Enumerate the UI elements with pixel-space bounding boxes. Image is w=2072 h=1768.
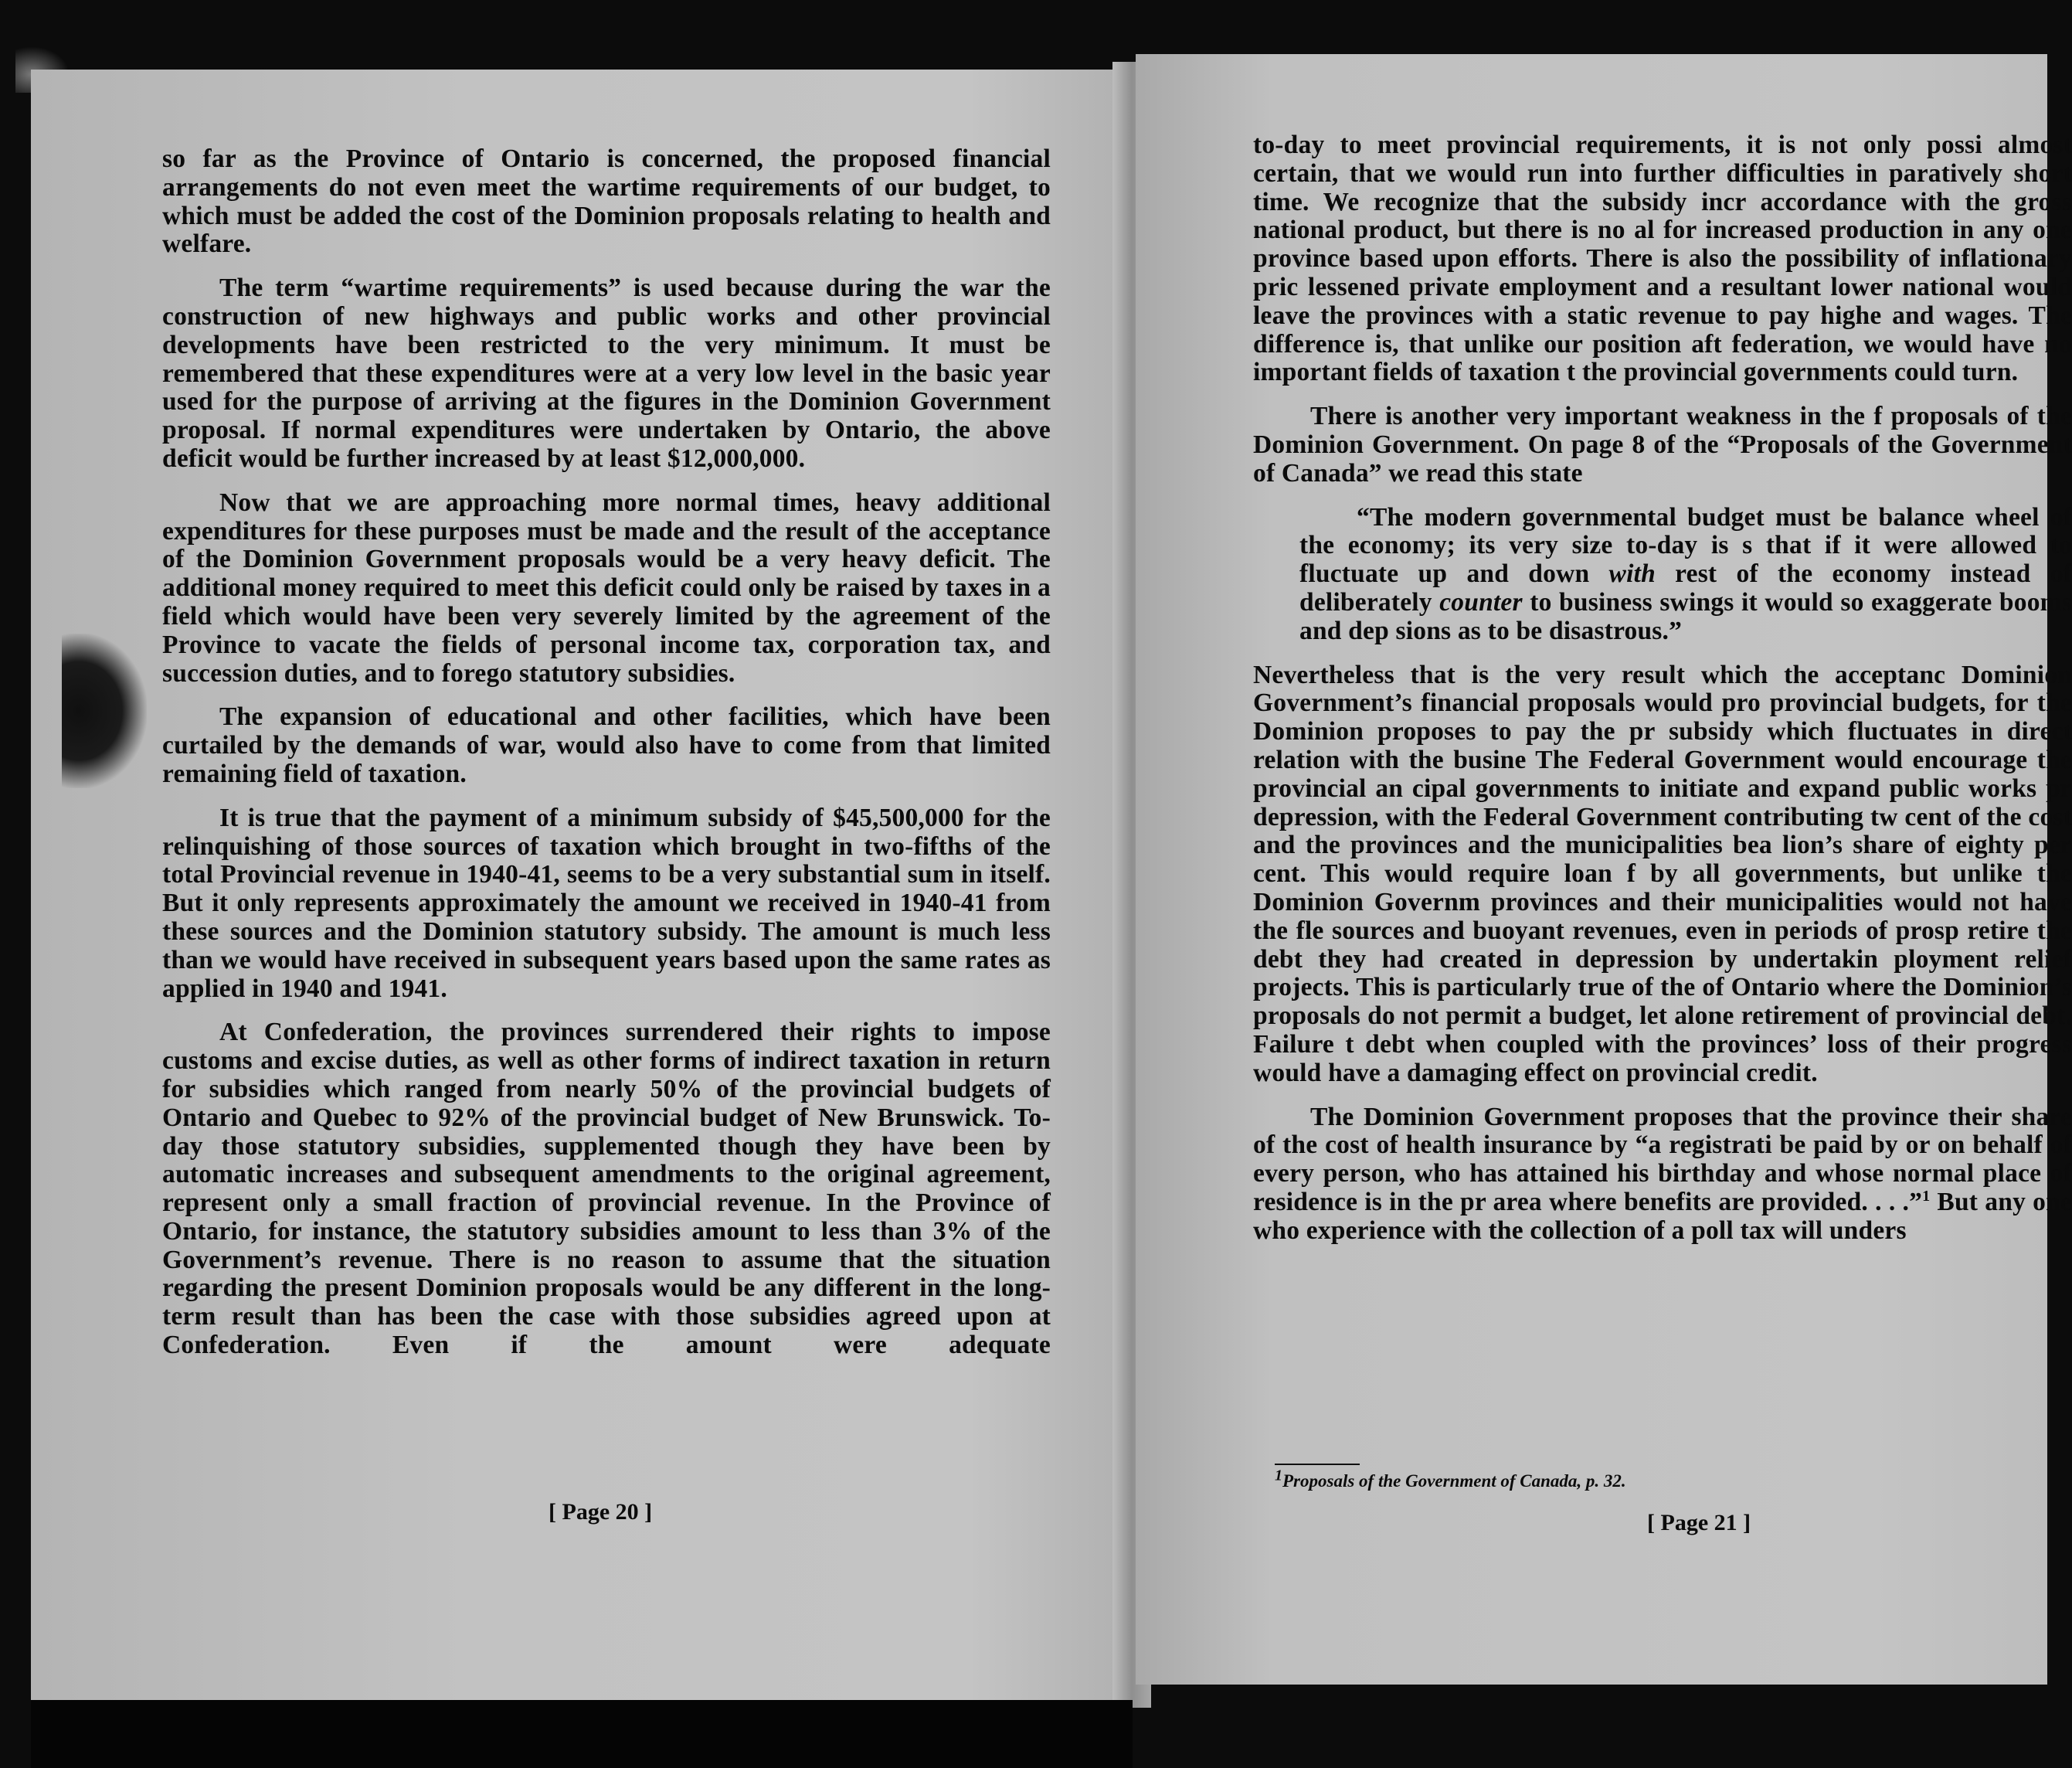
paragraph: to-day to meet provincial requirements, it is not only possi almost certain, that we would run into further difficulties in paratively short time. We recognize that the subsidy incr accordance with the gross national product, but there is no al for increased production in any one province based upon efforts. There is also the possibility of inflationary pric lessened private employment and a resultant lower national would leave the provinces with a static revenue to pay highe and wages. The difference is, that unlike our position aft federation, we would have no important fields of taxation t the provincial governments could turn. [1253,131,2072,387]
paragraph: Nevertheless that is the very result which the acceptanc Dominion Government’s financial proposals would pro provincial budgets, for the Dominion proposes to pay the pr subsidy which fluctuates in direct relation with the busine The Federal Government would encourage the provincial an cipal governments to initiate and expand public works pr depression, with the Federal Government contributing tw cent of the cost and the provinces and the municipalities bea lion’s share of eighty per cent. This would require loan f by all governments, but unlike the Dominion Governm provinces and their municipalities would not have the fle sources and buoyant revenues, even in periods of prosp retire the debt they had created in depression by undertakin ployment relief projects. This is particularly true of the of Ontario where the Dominion’s proposals do not permit a budget, let alone retirement of provincial debt. Failure t debt when coupled with the provinces’ loss of their progress would have a damaging effect on provincial credit. [1253,660,2072,1087]
paragraph: so far as the Province of Ontario is concerned, the proposed financial arrangements do not even meet the wartime requirements of our budget, to which must be added the cost of the Dominion proposals relating to health and welfare. [162,144,1051,259]
quote-text: rest of the economy instead of deliberately [1299,559,2072,617]
paragraph [1253,1103,2072,1246]
right-page [1136,54,2072,1685]
block-quote [1253,504,2072,646]
paragraph: It is true that the payment of a minimum subsidy of $45,500,000 for the relinquishing of those sources of taxation which brought in two-fifths of the total Provincial revenue in 1940-41, seems to be a very substantial sum in itself. But it only represents approximately the amount we received in 1940-41 from these sources and the Dominion statutory subsidy. The amount is much less than we would have received in subsequent years based upon the same rates as applied in 1940 and 1941. [162,803,1051,1003]
paragraph: There is another very important weakness in the f proposals of the Dominion Government. On page 8 of the “Proposals of the Government of Canada” we read this state [1253,402,2072,488]
footnote [1275,1467,1626,1491]
quote-emphasis: counter [1439,587,1523,617]
quote-text: “The modern governmental budget must be balance wheel of the economy; its very size to-day is s that if it were allowed to fluctuate up and down [1299,502,2072,589]
scan-border [31,1700,1133,1768]
paragraph-text: The Dominion Government proposes that the province their share of the cost of health insurance by “a registrati be paid by or on behalf of every person, who has attained his birthday and whose normal place of residence is in the pr area where benefits are provided. . . .” [1253,1102,2072,1216]
footnote-text: Proposals of the Government of Canada, p. 32. [1282,1471,1626,1491]
paragraph: The expansion of educational and other facilities, which have been curtailed by the demands of war, would also have to come from that limited remaining field of taxation. [162,702,1051,788]
left-page [31,70,1133,1708]
edge-smudge [62,634,147,788]
left-page-body [162,145,1051,1375]
paragraph-text: But any one who experience with the collection of a poll tax will unders [1253,1187,2072,1245]
quote-text: to business swings it would so exaggerate booms and dep sions as to be disastrous.” [1299,587,2072,645]
paragraph: At Confederation, the provinces surrendered their rights to impose customs and excise duties, as well as other forms of indirect taxation in return for subsidies which ranged from nearly 50% of the provincial budgets of Ontario and Quebec to 92% of the provincial budget of New Brunswick. To-day those statutory subsidies, supplemented though they have been by automatic increases and subsequent amendments to the original agreement, represent only a small fraction of provincial revenue. In the Province of Ontario, for instance, the statutory subsidies amount to less than 3% of the Government’s revenue. There is no reason to assume that the situation regarding the present Dominion proposals would be any different in the long-term result than has been the case with those subsidies agreed upon at Confederation. Even if the amount were adequate [162,1018,1051,1360]
right-page-body [1253,131,2072,1260]
footnote-marker: 1 [1275,1467,1282,1484]
page-number: [ Page 20 ] [549,1499,653,1525]
quote-emphasis: with [1608,559,1656,589]
page-number: [ Page 21 ] [1647,1510,1751,1535]
footnote-reference: 1 [1922,1187,1931,1205]
footnote-rule [1275,1464,1360,1465]
paragraph: The term “wartime requirements” is used because during the war the construction of new highways and public works and other provincial developments have been restricted to the very minimum. It must be remembered that these expenditures were at a very low level in the basic year used for the purpose of arriving at the figures in the Dominion Government proposal. If normal expenditures were undertaken by Ontario, the above deficit would be further increased by at least $12,000,000. [162,274,1051,473]
paragraph: Now that we are approaching more normal times, heavy additional expenditures for these purposes must be made and the result of the acceptance of the Dominion Government proposals would be a very heavy deficit. The additional money required to meet this deficit could only be raised by taxes in a field which would have been very severely limited by the agreement of the Province to vacate the fields of personal income tax, corporation tax, and succession duties, and to forego statutory subsidies. [162,488,1051,688]
